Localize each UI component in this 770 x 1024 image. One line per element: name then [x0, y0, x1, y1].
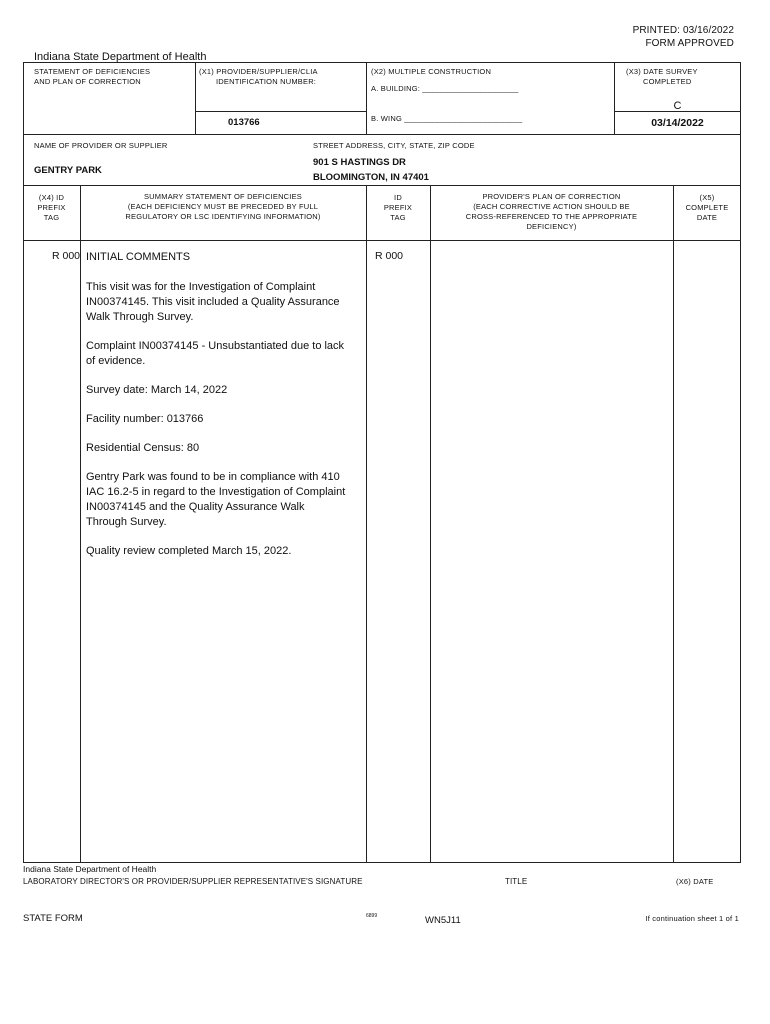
x1-label: IDENTIFICATION NUMBER:: [216, 77, 317, 86]
provider-name: GENTRY PARK: [34, 165, 102, 176]
tag-right: R 000: [375, 250, 404, 262]
state-form-label: STATE FORM: [23, 913, 83, 924]
id-prefix-header: ID PREFIX TAG: [383, 193, 413, 222]
survey-code: C: [673, 100, 682, 112]
divider: [195, 111, 366, 112]
x5-header: (X5) COMPLETE DATE: [685, 193, 729, 222]
form-id: WN5J11: [425, 915, 461, 926]
divider: [80, 185, 81, 863]
statement-label: AND PLAN OF CORRECTION: [34, 77, 141, 86]
paragraph: This visit was for the Investigation of Complaint IN00374145. This visit included a Quality Assurance Walk Through Survey.: [86, 281, 340, 323]
footer-agency: Indiana State Department of Health: [23, 864, 157, 874]
title-label: TITLE: [505, 877, 528, 886]
paragraph: Quality review completed March 15, 2022.: [86, 545, 292, 557]
header-divider: [23, 240, 741, 241]
provider-id-number: 013766: [228, 117, 260, 128]
paragraph: Complaint IN00374145 - Unsubstantiated due to lack of evidence.: [86, 340, 345, 367]
city-state-zip: BLOOMINGTON, IN 47401: [313, 172, 429, 183]
divider: [366, 185, 367, 863]
building-label: A. BUILDING: ______________________: [371, 84, 519, 93]
date-label: (X6) DATE: [676, 877, 714, 886]
printed-date: PRINTED: 03/16/2022: [632, 25, 734, 36]
entry-heading: INITIAL COMMENTS: [86, 251, 191, 263]
street-address: 901 S HASTINGS DR: [313, 157, 406, 168]
paragraph: Facility number: 013766: [86, 413, 204, 425]
x2-label: (X2) MULTIPLE CONSTRUCTION: [371, 67, 492, 76]
form-status: FORM APPROVED: [645, 38, 734, 49]
x1-label: (X1) PROVIDER/SUPPLIER/CLIA: [199, 67, 318, 76]
continuation-label: If continuation sheet 1 of 1: [645, 914, 739, 923]
provider-name-label: NAME OF PROVIDER OR SUPPLIER: [34, 141, 168, 150]
paragraph: Residential Census: 80: [86, 442, 200, 454]
address-label: STREET ADDRESS, CITY, STATE, ZIP CODE: [313, 141, 475, 150]
summary-header: SUMMARY STATEMENT OF DEFICIENCIES (EACH DEFICIENCY MUST BE PRECEDED BY FULL REGULATORY OR LSC IDENTIFYING INFORMATION): [125, 192, 321, 221]
wing-label: B. WING ___________________________: [371, 114, 523, 123]
tag-left: R 000: [52, 250, 81, 262]
x4-header: (X4) ID PREFIX TAG: [37, 193, 66, 222]
divider: [195, 62, 196, 135]
entry-body: [86, 280, 348, 573]
x3-label: (X3) DATE SURVEY: [626, 67, 698, 76]
survey-date: 03/14/2022: [651, 117, 704, 129]
agency-title: Indiana State Department of Health: [34, 51, 207, 63]
x3-label: COMPLETED: [643, 77, 692, 86]
plan-header: PROVIDER'S PLAN OF CORRECTION (EACH CORRECTIVE ACTION SHOULD BE CROSS-REFERENCED TO THE APPROPRIATE DEFICIENCY): [465, 192, 638, 231]
divider: [673, 185, 674, 863]
statement-label: STATEMENT OF DEFICIENCIES: [34, 67, 151, 76]
paragraph: Gentry Park was found to be in compliance with 410 IAC 16.2-5 in regard to the Investigation of Complaint IN00374145 and the Quality Assurance Walk Through Survey.: [86, 471, 346, 528]
divider: [430, 185, 431, 863]
form-code: 6899: [366, 913, 378, 919]
paragraph: Survey date: March 14, 2022: [86, 384, 228, 396]
signature-label: LABORATORY DIRECTOR'S OR PROVIDER/SUPPLIER REPRESENTATIVE'S SIGNATURE: [23, 877, 363, 886]
divider: [366, 62, 367, 135]
